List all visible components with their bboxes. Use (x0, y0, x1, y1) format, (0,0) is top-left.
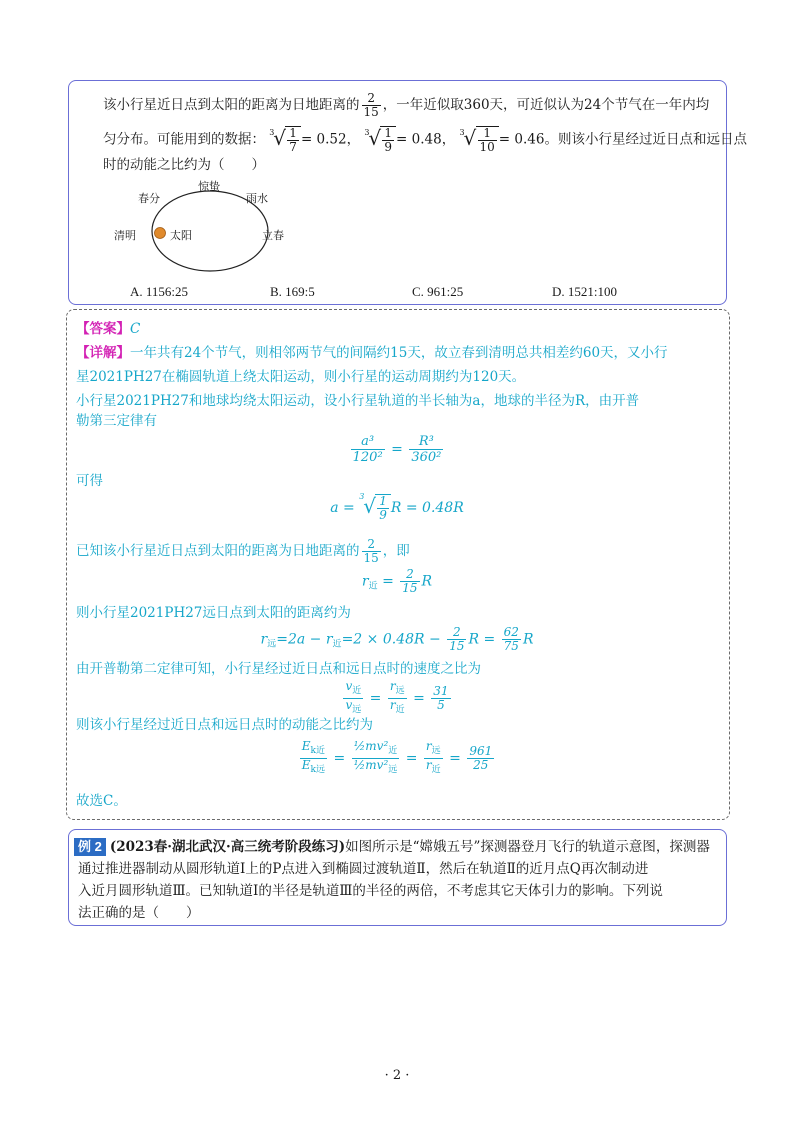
eq-sub: 远 (431, 746, 441, 756)
eq-sub: 远 (352, 705, 362, 715)
option-c[interactable]: C. 961:25 (412, 284, 464, 299)
detail-line-2: 星2021PH27在椭圆轨道上绕太阳运动，则小行星的运动周期约为120天。 (76, 369, 526, 385)
question-text: = 0.46。则该小行星经过近日点和远日点 (498, 131, 747, 148)
equation-a (0, 494, 794, 522)
detail-line-10: 故选C。 (76, 793, 127, 809)
frac-num: 1 (478, 127, 497, 141)
frac-num: 62 (503, 625, 519, 639)
option-d[interactable]: D. 1521:100 (552, 284, 617, 299)
cube-root-1-10 (460, 126, 499, 154)
cube-root-1-9 (364, 126, 396, 154)
example-line-3: 入近月圆形轨道Ⅲ。已知轨道Ⅰ的半径是轨道Ⅲ的半径的两倍，不考虑其它天体引力的影响。下列说 (78, 883, 663, 899)
frac-num: 1 (289, 126, 297, 140)
question-line-1 (103, 92, 709, 119)
answer-line (76, 320, 140, 338)
detail-text: 一年共有24个节气，则相邻两节气的间隔约15天，故立春到清明总共相差约60天，又小行 (130, 345, 668, 361)
example-line-4: 法正确的是（ ） (78, 905, 200, 921)
detail-line-4: 勒第三定律有 (76, 413, 157, 429)
page-number: · 2 · (384, 1068, 410, 1083)
answer-tag: 【答案】 (76, 321, 130, 337)
equation-kepler3: $\frac{\text{a³}}{\text{120²}}$ = $\frac{\text{R³}}{\text{360²}}$ (352, 434, 442, 465)
eq-sub: 远 (316, 765, 326, 775)
frac-den: 15 (363, 105, 379, 119)
option-b[interactable]: B. 169:5 (270, 284, 315, 299)
eq-sub: 近 (395, 705, 405, 715)
detail-line-9: 则该小行星经过近日点和远日点时的动能之比约为 (76, 717, 373, 733)
radical-icon: √ (463, 126, 477, 150)
root-index: 3 (364, 128, 370, 137)
question-text: = 0.52， (300, 131, 361, 148)
eq-text: r (361, 573, 369, 590)
question-line-3: 时的动能之比约为（ ） (103, 157, 265, 173)
cube-root-1-9 (359, 494, 391, 522)
eq-text: a = (330, 500, 355, 516)
example-line-2: 通过推进器制动从圆形轨道Ⅰ上的P点进入到椭圆过渡轨道Ⅱ，然后在轨道Ⅱ的近月点Q再次制动进 (78, 861, 649, 877)
eq-sub: 近 (431, 765, 441, 775)
frac-den: 120² (352, 450, 383, 465)
detail-text: 已知该小行星近日点到太阳的距离为日地距离的 (76, 543, 360, 559)
root-index: 3 (359, 492, 365, 501)
question-text: ，一年近似取360天，可近似认为24个节气在一年内均 (382, 97, 710, 113)
detail-tag: 【详解】 (76, 345, 130, 361)
eq-sub: 近 (316, 746, 326, 756)
frac-den: 9 (384, 140, 393, 154)
detail-text: ，即 (382, 543, 410, 559)
detail-line-8: 由开普勒第二定律可知，小行星经过近日点和远日点时的速度之比为 (76, 661, 481, 677)
equation-r-near: $r_近$ = $\frac{2}{15}$ R (361, 567, 433, 595)
detail-line-7: 则小行星2021PH27远日点到太阳的距离约为 (76, 605, 351, 621)
detail-line-5: 可得 (76, 473, 103, 489)
eq-sub: 近 (352, 686, 362, 696)
frac-den: 360² (411, 450, 442, 465)
label-jingzhe: 惊蛰 (198, 180, 220, 193)
question-text: 匀分布。可能用到的数据： (103, 131, 265, 148)
eq-text: =2a − r (276, 631, 333, 648)
frac-num: 2 (362, 538, 381, 552)
eq-text: R = 0.48R (390, 500, 464, 516)
frac-num: 2 (447, 626, 466, 640)
label-yushui: 雨水 (246, 192, 268, 205)
detail-line-6 (76, 538, 410, 565)
frac-num: R³ (409, 434, 443, 450)
example-line-1 (74, 838, 710, 856)
radical-icon: √ (368, 126, 382, 150)
frac-num: 2 (400, 568, 419, 582)
radical-icon: √ (363, 494, 376, 518)
label-qingming: 清明 (114, 229, 136, 242)
frac-den: 7 (289, 140, 297, 154)
eq-sub: 近 (332, 639, 342, 650)
frac-den: 10 (479, 140, 495, 154)
example-text: 如图所示是“嫦娥五号”探测器登月飞行的轨道示意图，探测器 (345, 839, 710, 855)
frac-num: 1 (384, 126, 393, 140)
frac-num: 2 (362, 92, 381, 106)
radical-icon: √ (273, 126, 287, 150)
eq-sub: 近 (388, 746, 398, 756)
frac-den: 25 (473, 758, 489, 772)
eq-text: =2 × 0.48R − (341, 631, 441, 648)
root-index: 3 (459, 128, 465, 137)
frac-den: 15 (402, 581, 418, 595)
label-sun: 太阳 (170, 229, 192, 242)
answer-value: C (130, 321, 141, 337)
question-text: 该小行星近日点到太阳的距离为日地距离的 (103, 97, 360, 113)
frac-den: 5 (437, 698, 445, 712)
eq-text: R (421, 573, 433, 590)
frac-den: 15 (449, 639, 465, 653)
label-lichun: 立春 (262, 229, 284, 242)
fraction-2-15 (362, 92, 381, 119)
cube-root-1-7 (269, 126, 301, 154)
frac-den: 15 (363, 551, 379, 565)
sun-icon (155, 228, 166, 239)
frac-den: 75 (503, 639, 519, 653)
detail-line-3: 小行星2021PH27和地球均绕太阳运动，设小行星轨道的半长轴为a，地球的半径为R，由开普 (76, 393, 640, 409)
eq-sub: 近 (368, 581, 378, 592)
eq-sub: 远 (267, 639, 277, 650)
eq-sub: 远 (395, 686, 405, 696)
root-index: 3 (269, 128, 275, 137)
frac-num: a³ (351, 434, 385, 450)
eq-sub: 远 (388, 765, 398, 775)
frac-num: 1 (379, 494, 387, 508)
example-source: (2023春·湖北武汉·高三统考阶段练习) (109, 839, 346, 855)
example-tag: 例 2 (74, 838, 106, 856)
equation-energy: $\frac{E_{k近}}{E_{k远}}$ = $\frac{\frac{1}{2}mv^2_近}{\frac{1}{2}mv^2_远}$ = $\frac{r_远}{r_近}$ = $\frac{961}{25}$ (301, 739, 493, 775)
equation-velocity: $\frac{v_近}{v_远}$ = $\frac{r_远}{r_近}$ = $\frac{31}{5}$ (345, 679, 449, 715)
equation-r-far: $r_远=2a - r_近=2 \times 0.48R$ − $\frac{2}{15}$ R = $\frac{62}{75}$ R (260, 625, 534, 653)
eq-text: R (522, 631, 534, 648)
detail-line-1 (76, 344, 668, 362)
question-line-2 (103, 126, 747, 154)
eq-text: R = (468, 631, 496, 648)
frac-num: 31 (433, 684, 449, 698)
label-chunfen: 春分 (138, 192, 160, 205)
frac-num: 961 (469, 744, 493, 758)
frac-den: 9 (379, 508, 387, 522)
option-a[interactable]: A. 1156:25 (130, 284, 189, 299)
question-text: = 0.48， (396, 131, 456, 148)
